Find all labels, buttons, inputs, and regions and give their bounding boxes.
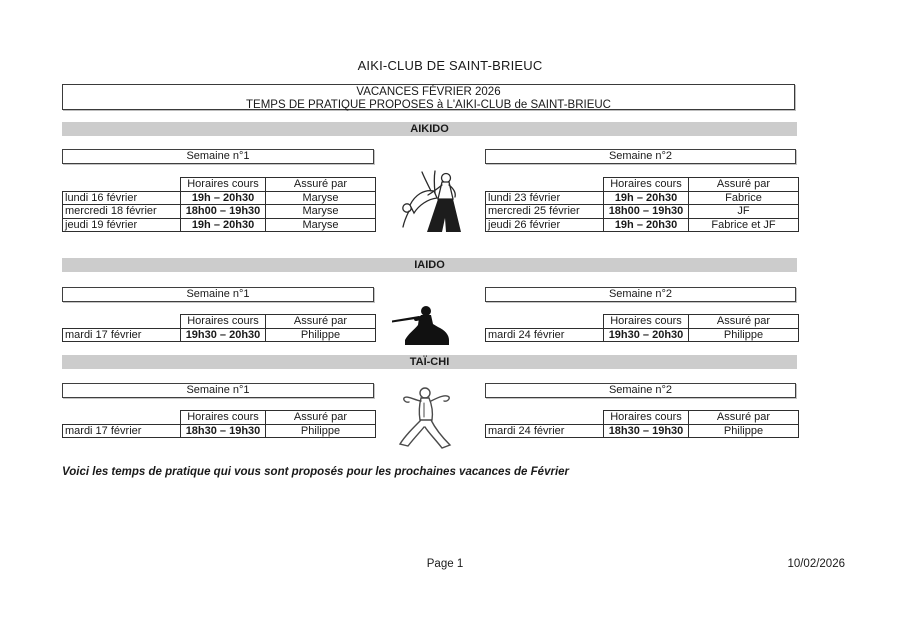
- table-header-row: [63, 411, 376, 425]
- empty-corner-cell: [63, 178, 181, 192]
- empty-corner-cell: [486, 411, 604, 425]
- section-banner-tai-chi: [62, 355, 797, 369]
- aikido-week1-box: [62, 149, 374, 164]
- table-row: [486, 424, 799, 438]
- table-header-row: [63, 178, 376, 192]
- table-header-row: [486, 315, 799, 329]
- session-hours: 19h30 – 20h30: [604, 328, 689, 342]
- session-teacher: Fabrice: [689, 191, 799, 205]
- week1-label: Semaine n°1: [186, 150, 250, 162]
- session-teacher: Maryse: [266, 191, 376, 205]
- table-row: [63, 218, 376, 232]
- iaido-swordsman-figure: [392, 304, 454, 346]
- teacher-header: Assuré par: [689, 178, 799, 192]
- session-teacher: Philippe: [689, 328, 799, 342]
- session-teacher: Maryse: [266, 205, 376, 219]
- section-banner-iaido: [62, 258, 797, 272]
- hours-header: Horaires cours: [181, 178, 266, 192]
- table-row: [63, 191, 376, 205]
- week1-label: Semaine n°1: [186, 288, 250, 300]
- week2-label: Semaine n°2: [608, 150, 673, 162]
- tai-chi-week2-table: [485, 410, 799, 438]
- teacher-header: Assuré par: [266, 315, 376, 329]
- table-row: [486, 218, 799, 232]
- session-date: mercredi 25 février: [486, 205, 604, 219]
- header-line2: TEMPS DE PRATIQUE PROPOSES à L'AIKI-CLUB de SAINT-BRIEUC: [246, 98, 611, 111]
- aikido-week2-box: [485, 149, 796, 164]
- hours-header: Horaires cours: [181, 315, 266, 329]
- hours-header: Horaires cours: [604, 178, 689, 192]
- section-title-iaido: IAIDO: [414, 259, 445, 271]
- session-date: jeudi 19 février: [63, 218, 181, 232]
- session-date: mardi 17 février: [63, 328, 181, 342]
- session-hours: 19h30 – 20h30: [181, 328, 266, 342]
- week2-label: Semaine n°2: [608, 288, 673, 300]
- table-row: [63, 328, 376, 342]
- document-title: AIKI-CLUB DE SAINT-BRIEUC: [357, 58, 543, 73]
- session-date: lundi 16 février: [63, 191, 181, 205]
- iaido-week2-table: [485, 314, 799, 342]
- session-date: mercredi 18 février: [63, 205, 181, 219]
- section-title-tai-chi: TAÏ-CHI: [409, 356, 450, 368]
- page-number: Page 1: [426, 558, 464, 570]
- header-box: [62, 84, 795, 110]
- session-teacher: Philippe: [266, 424, 376, 438]
- table-row: [486, 328, 799, 342]
- session-date: mardi 24 février: [486, 424, 604, 438]
- teacher-header: Assuré par: [266, 411, 376, 425]
- session-hours: 18h30 – 19h30: [604, 424, 689, 438]
- iaido-week1-table: [62, 314, 376, 342]
- session-hours: 19h – 20h30: [181, 218, 266, 232]
- hours-header: Horaires cours: [604, 315, 689, 329]
- aikido-week2-table: [485, 177, 799, 232]
- table-row: [486, 191, 799, 205]
- table-header-row: [63, 315, 376, 329]
- section-title-aikido: AIKIDO: [410, 123, 449, 135]
- session-date: mardi 17 février: [63, 424, 181, 438]
- footer-date: 10/02/2026: [787, 558, 845, 570]
- session-hours: 19h – 20h30: [604, 218, 689, 232]
- session-date: lundi 23 février: [486, 191, 604, 205]
- session-hours: 19h – 20h30: [181, 191, 266, 205]
- empty-corner-cell: [63, 411, 181, 425]
- session-hours: 18h00 – 19h30: [181, 205, 266, 219]
- aikido-week1-table: [62, 177, 376, 232]
- session-hours: 18h00 – 19h30: [604, 205, 689, 219]
- teacher-header: Assuré par: [266, 178, 376, 192]
- hours-header: Horaires cours: [604, 411, 689, 425]
- session-teacher: Philippe: [266, 328, 376, 342]
- session-hours: 18h30 – 19h30: [181, 424, 266, 438]
- week2-label: Semaine n°2: [608, 384, 673, 396]
- header-line1: VACANCES FÉVRIER 2026: [356, 86, 501, 98]
- hours-header: Horaires cours: [181, 411, 266, 425]
- empty-corner-cell: [486, 178, 604, 192]
- table-row: [63, 424, 376, 438]
- session-teacher: Maryse: [266, 218, 376, 232]
- iaido-week1-box: [62, 287, 374, 302]
- empty-corner-cell: [486, 315, 604, 329]
- section-banner-aikido: [62, 122, 797, 136]
- table-header-row: [486, 411, 799, 425]
- session-hours: 19h – 20h30: [604, 191, 689, 205]
- session-teacher: JF: [689, 205, 799, 219]
- teacher-header: Assuré par: [689, 315, 799, 329]
- tai-chi-week1-table: [62, 410, 376, 438]
- tai-chi-figure: [396, 386, 456, 450]
- session-teacher: Fabrice et JF: [689, 218, 799, 232]
- empty-corner-cell: [63, 315, 181, 329]
- teacher-header: Assuré par: [689, 411, 799, 425]
- closing-note: Voici les temps de pratique qui vous sont proposés pour les prochaines vacances de Février: [62, 466, 570, 478]
- tai-chi-week2-box: [485, 383, 796, 398]
- session-date: mardi 24 février: [486, 328, 604, 342]
- session-teacher: Philippe: [689, 424, 799, 438]
- table-header-row: [486, 178, 799, 192]
- aikido-throw-figure: [396, 168, 468, 236]
- table-row: [63, 205, 376, 219]
- session-date: jeudi 26 février: [486, 218, 604, 232]
- table-row: [486, 205, 799, 219]
- tai-chi-week1-box: [62, 383, 374, 398]
- week1-label: Semaine n°1: [186, 384, 250, 396]
- iaido-week2-box: [485, 287, 796, 302]
